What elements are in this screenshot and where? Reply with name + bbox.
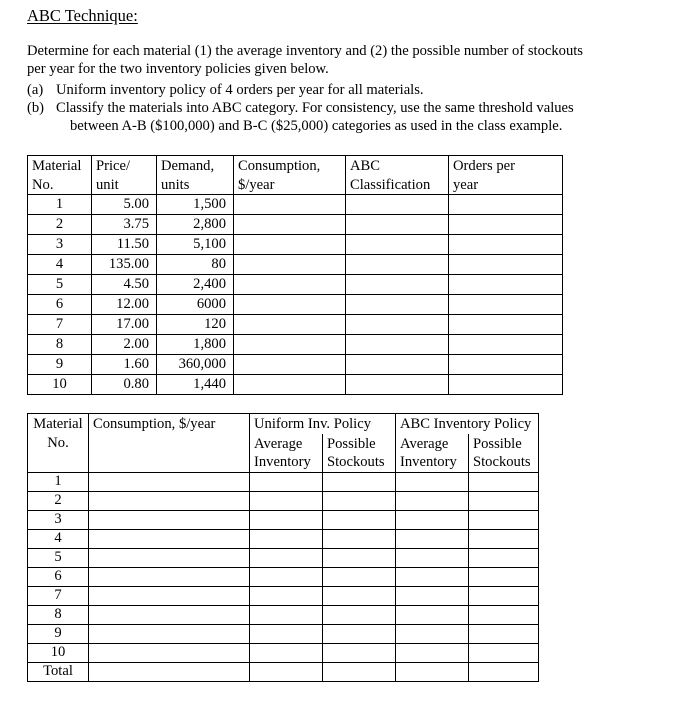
table-row bbox=[28, 335, 563, 355]
cell-consumption[interactable] bbox=[234, 315, 346, 335]
cell-orders-per-year[interactable] bbox=[449, 255, 563, 275]
cell-material-no[interactable]: 9 bbox=[28, 355, 92, 375]
intro-paragraph bbox=[27, 42, 651, 78]
cell-uniform-average-inventory[interactable] bbox=[250, 586, 323, 605]
cell-consumption[interactable] bbox=[234, 255, 346, 275]
cell-consumption[interactable] bbox=[89, 529, 250, 548]
cell-consumption[interactable] bbox=[234, 295, 346, 315]
answer-worksheet-table bbox=[27, 413, 539, 682]
cell-uniform-possible-stockouts[interactable] bbox=[323, 529, 396, 548]
part-b-marker: (b) bbox=[27, 100, 45, 117]
cell-abc-average-inventory[interactable] bbox=[396, 662, 469, 681]
cell-abc-average-inventory[interactable] bbox=[396, 586, 469, 605]
cell-abc-average-inventory[interactable] bbox=[396, 567, 469, 586]
cell-uniform-possible-stockouts[interactable] bbox=[323, 662, 396, 681]
intro-line-2: per year for the two inventory policies given below. bbox=[27, 61, 329, 78]
table-row bbox=[28, 548, 539, 567]
ws-col-header-abc-average-inventory bbox=[396, 434, 469, 473]
cell-consumption[interactable] bbox=[89, 586, 250, 605]
cell-material-no: 2 bbox=[28, 491, 89, 510]
cell-abc-possible-stockouts[interactable] bbox=[469, 491, 539, 510]
col-header-demand-units-line2: units bbox=[161, 176, 190, 193]
cell-uniform-possible-stockouts[interactable] bbox=[323, 472, 396, 491]
part-a-marker: (a) bbox=[27, 82, 44, 98]
cell-abc-average-inventory[interactable] bbox=[396, 510, 469, 529]
cell-price-unit[interactable]: 0.80 bbox=[92, 375, 157, 395]
cell-abc-possible-stockouts[interactable] bbox=[469, 586, 539, 605]
cell-price-unit[interactable]: 5.00 bbox=[92, 195, 157, 215]
cell-uniform-possible-stockouts[interactable] bbox=[323, 605, 396, 624]
cell-orders-per-year[interactable] bbox=[449, 315, 563, 335]
ws-col-header-uniform-average-inventory bbox=[250, 434, 323, 473]
cell-price-unit[interactable]: 2.00 bbox=[92, 335, 157, 355]
cell-uniform-average-inventory[interactable] bbox=[250, 548, 323, 567]
col-header-material-no bbox=[28, 156, 92, 195]
cell-consumption[interactable] bbox=[89, 510, 250, 529]
col-header-price-unit bbox=[92, 156, 157, 195]
cell-consumption[interactable] bbox=[89, 548, 250, 567]
cell-abc-possible-stockouts[interactable] bbox=[469, 643, 539, 662]
ws-col-header-abc-possible-stockouts bbox=[469, 434, 539, 473]
cell-consumption[interactable] bbox=[89, 605, 250, 624]
cell-demand-units[interactable]: 1,800 bbox=[157, 335, 234, 355]
cell-orders-per-year[interactable] bbox=[449, 195, 563, 215]
ws-group-header-uniform-policy: Uniform Inv. Policy bbox=[250, 414, 396, 434]
cell-material-no: Total bbox=[28, 662, 89, 681]
part-b-continuation: between A-B ($100,000) and B-C ($25,000) categories as used in the class example. bbox=[70, 118, 563, 135]
cell-consumption[interactable] bbox=[234, 215, 346, 235]
table-row bbox=[28, 215, 563, 235]
table-row bbox=[28, 295, 563, 315]
table-row bbox=[28, 510, 539, 529]
cell-abc-classification[interactable] bbox=[346, 295, 449, 315]
cell-abc-classification[interactable] bbox=[346, 215, 449, 235]
cell-abc-average-inventory[interactable] bbox=[396, 624, 469, 643]
cell-abc-possible-stockouts[interactable] bbox=[469, 510, 539, 529]
table-row bbox=[28, 529, 539, 548]
col-header-abc-line1: ABC bbox=[350, 158, 381, 174]
cell-consumption[interactable] bbox=[234, 355, 346, 375]
cell-abc-possible-stockouts[interactable] bbox=[469, 624, 539, 643]
col-header-material-no-line2: No. bbox=[32, 176, 54, 193]
table-row bbox=[28, 275, 563, 295]
cell-abc-possible-stockouts[interactable] bbox=[469, 662, 539, 681]
cell-material-no: 5 bbox=[28, 548, 89, 567]
cell-consumption[interactable] bbox=[89, 491, 250, 510]
cell-abc-classification[interactable] bbox=[346, 275, 449, 295]
cell-consumption[interactable] bbox=[89, 472, 250, 491]
ws-col-header-material-no bbox=[28, 414, 89, 473]
cell-material-no[interactable]: 5 bbox=[28, 275, 92, 295]
cell-demand-units[interactable]: 1,500 bbox=[157, 195, 234, 215]
table-row bbox=[28, 567, 539, 586]
cell-abc-possible-stockouts[interactable] bbox=[469, 605, 539, 624]
cell-uniform-average-inventory[interactable] bbox=[250, 624, 323, 643]
ws-col-header-uniform-possible-stockouts bbox=[323, 434, 396, 473]
cell-orders-per-year[interactable] bbox=[449, 335, 563, 355]
cell-abc-average-inventory[interactable] bbox=[396, 643, 469, 662]
cell-consumption[interactable] bbox=[234, 235, 346, 255]
cell-price-unit[interactable]: 17.00 bbox=[92, 315, 157, 335]
cell-material-no: 8 bbox=[28, 605, 89, 624]
cell-uniform-average-inventory[interactable] bbox=[250, 567, 323, 586]
cell-consumption[interactable] bbox=[89, 567, 250, 586]
cell-demand-units[interactable]: 80 bbox=[157, 255, 234, 275]
cell-abc-average-inventory[interactable] bbox=[396, 548, 469, 567]
cell-orders-per-year[interactable] bbox=[449, 235, 563, 255]
cell-material-no: 3 bbox=[28, 510, 89, 529]
cell-orders-per-year[interactable] bbox=[449, 215, 563, 235]
cell-abc-possible-stockouts[interactable] bbox=[469, 548, 539, 567]
materials-data-table bbox=[27, 155, 563, 395]
cell-material-no[interactable]: 7 bbox=[28, 315, 92, 335]
cell-demand-units[interactable]: 6000 bbox=[157, 295, 234, 315]
question-parts-list bbox=[27, 81, 651, 136]
cell-material-no[interactable]: 10 bbox=[28, 375, 92, 395]
table-row bbox=[28, 472, 539, 491]
cell-uniform-possible-stockouts[interactable] bbox=[323, 567, 396, 586]
intro-line-1: Determine for each material (1) the average inventory and (2) the possible number of stockouts bbox=[27, 43, 583, 59]
cell-abc-classification[interactable] bbox=[346, 195, 449, 215]
table-row bbox=[28, 662, 539, 681]
col-header-orders-line2: year bbox=[453, 176, 479, 193]
ws-abc-stockouts-line1: Possible bbox=[473, 435, 522, 452]
cell-material-no: 1 bbox=[28, 472, 89, 491]
col-header-abc-line2: Classification bbox=[350, 176, 431, 193]
cell-consumption[interactable] bbox=[89, 643, 250, 662]
ws-uniform-stockouts-line2: Stockouts bbox=[327, 454, 385, 470]
cell-price-unit[interactable]: 1.60 bbox=[92, 355, 157, 375]
cell-price-unit[interactable]: 12.00 bbox=[92, 295, 157, 315]
cell-price-unit[interactable]: 4.50 bbox=[92, 275, 157, 295]
cell-uniform-possible-stockouts[interactable] bbox=[323, 491, 396, 510]
col-header-consumption-line2: $/year bbox=[238, 176, 275, 193]
worksheet-header-row-top bbox=[28, 414, 539, 434]
col-header-demand-units bbox=[157, 156, 234, 195]
cell-abc-classification[interactable] bbox=[346, 355, 449, 375]
col-header-orders-per-year bbox=[449, 156, 563, 195]
col-header-material-no-line1: Material bbox=[32, 158, 82, 174]
cell-material-no[interactable]: 4 bbox=[28, 255, 92, 275]
table-row bbox=[28, 355, 563, 375]
part-a-text: Uniform inventory policy of 4 orders per year for all materials. bbox=[56, 82, 424, 98]
cell-orders-per-year[interactable] bbox=[449, 355, 563, 375]
ws-col-header-consumption: Consumption, $/year bbox=[89, 414, 250, 473]
col-header-orders-line1: Orders per bbox=[453, 158, 515, 174]
cell-material-no: 6 bbox=[28, 567, 89, 586]
cell-abc-classification[interactable] bbox=[346, 235, 449, 255]
cell-abc-classification[interactable] bbox=[346, 375, 449, 395]
cell-demand-units[interactable]: 5,100 bbox=[157, 235, 234, 255]
ws-col-header-material-no-line2: No. bbox=[47, 434, 69, 451]
cell-abc-average-inventory[interactable] bbox=[396, 529, 469, 548]
cell-demand-units[interactable]: 120 bbox=[157, 315, 234, 335]
cell-material-no[interactable]: 8 bbox=[28, 335, 92, 355]
cell-uniform-average-inventory[interactable] bbox=[250, 510, 323, 529]
cell-uniform-possible-stockouts[interactable] bbox=[323, 624, 396, 643]
cell-material-no: 4 bbox=[28, 529, 89, 548]
cell-consumption[interactable] bbox=[234, 275, 346, 295]
cell-consumption[interactable] bbox=[234, 375, 346, 395]
table-row bbox=[28, 235, 563, 255]
cell-uniform-possible-stockouts[interactable] bbox=[323, 548, 396, 567]
table-row bbox=[28, 643, 539, 662]
cell-abc-possible-stockouts[interactable] bbox=[469, 567, 539, 586]
cell-abc-average-inventory[interactable] bbox=[396, 605, 469, 624]
cell-material-no: 7 bbox=[28, 586, 89, 605]
cell-demand-units[interactable]: 2,400 bbox=[157, 275, 234, 295]
cell-abc-classification[interactable] bbox=[346, 315, 449, 335]
cell-demand-units[interactable]: 2,800 bbox=[157, 215, 234, 235]
col-header-abc-classification bbox=[346, 156, 449, 195]
cell-uniform-possible-stockouts[interactable] bbox=[323, 510, 396, 529]
table-row bbox=[28, 195, 563, 215]
ws-uniform-avg-line1: Average bbox=[254, 435, 303, 452]
cell-abc-classification[interactable] bbox=[346, 335, 449, 355]
ws-abc-avg-line2: Inventory bbox=[400, 454, 457, 470]
cell-price-unit[interactable]: 11.50 bbox=[92, 235, 157, 255]
cell-uniform-average-inventory[interactable] bbox=[250, 662, 323, 681]
cell-uniform-possible-stockouts[interactable] bbox=[323, 586, 396, 605]
ws-group-header-abc-policy: ABC Inventory Policy bbox=[396, 414, 539, 434]
cell-uniform-average-inventory[interactable] bbox=[250, 529, 323, 548]
cell-abc-classification[interactable] bbox=[346, 255, 449, 275]
col-header-consumption bbox=[234, 156, 346, 195]
cell-material-no[interactable]: 1 bbox=[28, 195, 92, 215]
ws-uniform-avg-line2: Inventory bbox=[254, 454, 311, 470]
part-b-text: Classify the materials into ABC category. For consistency, use the same threshold values bbox=[56, 100, 574, 117]
cell-consumption[interactable] bbox=[234, 335, 346, 355]
cell-consumption[interactable] bbox=[234, 195, 346, 215]
table-row bbox=[28, 624, 539, 643]
col-header-price-unit-line1: Price/ bbox=[96, 158, 131, 174]
table-row bbox=[28, 255, 563, 275]
cell-material-no[interactable]: 2 bbox=[28, 215, 92, 235]
cell-price-unit[interactable]: 135.00 bbox=[92, 255, 157, 275]
table-row bbox=[28, 605, 539, 624]
cell-abc-possible-stockouts[interactable] bbox=[469, 529, 539, 548]
question-part-a bbox=[27, 81, 651, 99]
col-header-price-unit-line2: unit bbox=[96, 176, 119, 193]
page-title: ABC Technique: bbox=[27, 6, 138, 25]
cell-uniform-average-inventory[interactable] bbox=[250, 491, 323, 510]
table-row bbox=[28, 586, 539, 605]
cell-abc-average-inventory[interactable] bbox=[396, 472, 469, 491]
cell-consumption[interactable] bbox=[89, 624, 250, 643]
ws-abc-avg-line1: Average bbox=[400, 435, 449, 452]
cell-uniform-average-inventory[interactable] bbox=[250, 643, 323, 662]
cell-material-no: 10 bbox=[28, 643, 89, 662]
cell-abc-average-inventory[interactable] bbox=[396, 491, 469, 510]
ws-col-header-material-no-line1: Material bbox=[33, 416, 83, 432]
cell-material-no[interactable]: 3 bbox=[28, 235, 92, 255]
cell-material-no: 9 bbox=[28, 624, 89, 643]
cell-uniform-average-inventory[interactable] bbox=[250, 605, 323, 624]
cell-material-no[interactable]: 6 bbox=[28, 295, 92, 315]
table-row bbox=[28, 315, 563, 335]
materials-header-row bbox=[28, 156, 563, 195]
cell-consumption[interactable] bbox=[89, 662, 250, 681]
cell-price-unit[interactable]: 3.75 bbox=[92, 215, 157, 235]
ws-uniform-stockouts-line1: Possible bbox=[327, 435, 376, 452]
question-part-b bbox=[27, 99, 651, 135]
col-header-consumption-line1: Consumption, bbox=[238, 158, 321, 174]
cell-demand-units[interactable]: 360,000 bbox=[157, 355, 234, 375]
cell-orders-per-year[interactable] bbox=[449, 275, 563, 295]
ws-abc-stockouts-line2: Stockouts bbox=[473, 454, 531, 470]
cell-abc-possible-stockouts[interactable] bbox=[469, 472, 539, 491]
table-row bbox=[28, 491, 539, 510]
cell-uniform-average-inventory[interactable] bbox=[250, 472, 323, 491]
cell-orders-per-year[interactable] bbox=[449, 295, 563, 315]
col-header-demand-units-line1: Demand, bbox=[161, 158, 215, 174]
cell-demand-units[interactable]: 1,440 bbox=[157, 375, 234, 395]
table-row bbox=[28, 375, 563, 395]
cell-uniform-possible-stockouts[interactable] bbox=[323, 643, 396, 662]
cell-orders-per-year[interactable] bbox=[449, 375, 563, 395]
